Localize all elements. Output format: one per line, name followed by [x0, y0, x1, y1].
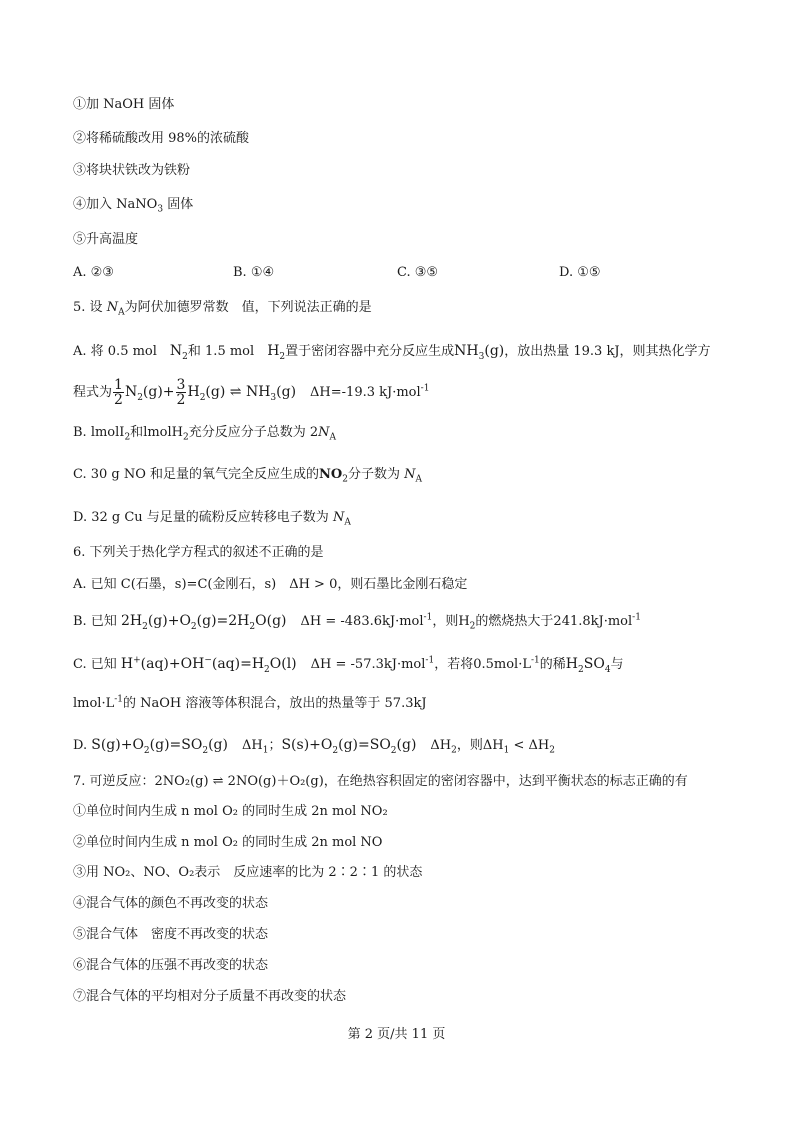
q5-stem: 5. 设 $N_A$为阿伏加德罗常数 值，下列说法正确的是: [73, 300, 372, 318]
q6-option-a: A. 已知 C(石墨，s)=C(金刚石，s) ΔH > 0，则石墨比金刚石稳定: [73, 577, 468, 592]
q6-option-b: B. 已知 $2H_2(g)+O_2(g)=2H_2O(g) \Delta H = -483.6kJ\cdot mol^{-1}$，则$H_2$的燃烧热大于241.8kJ·mol$^{-1}$: [73, 612, 641, 632]
q5-option-c: C. 30 g NO 和足量的氧气完全反应生成的$NO_2$分子数为 $N_A$: [73, 467, 423, 485]
q7-item-4: ④混合气体的颜色不再改变的状态: [73, 896, 269, 911]
q4-item-5: ⑤升高温度: [73, 232, 139, 247]
q6-option-c-line2: $lmol\cdot L^{-1}$的 NaOH 溶液等体积混合，放出的热量等于 57.3kJ: [73, 694, 427, 711]
q7-item-6: ⑥混合气体的压强不再改变的状态: [73, 958, 269, 973]
q5-option-b: B. lmolI$_2$和lmolH$_2$充分反应分子总数为 $2N_A$: [73, 425, 337, 443]
q5-option-a-line2: 程式为 $\frac{1}{2}$ $N_2(g)+$ $\frac{3}{2}$ $H_2(g)$ ⇌ $NH_3(g)$ ΔH=-19.3 kJ·mol$^{-1}$: [73, 377, 430, 408]
q4-option-b: B. ①④: [233, 265, 275, 280]
q7-item-5: ⑤混合气体 密度不再改变的状态: [73, 927, 269, 942]
q4-option-d: D. ①⑤: [559, 265, 601, 280]
q4-item-2: ②将稀硫酸改用 98%的浓硫酸: [73, 131, 250, 146]
q6-stem: 6. 下列关于热化学方程式的叙述不正确的是: [73, 545, 324, 560]
q4-item-1: ①加 NaOH 固体: [73, 97, 175, 112]
q6-option-d: D. $S(g)+O_2(g)=SO_2(g)$ $\Delta H_1$；$S(s)+O_2(g)=SO_2(g)$ $\Delta H_2$，则$\Delta H_1 < \Delta H_2$: [73, 737, 555, 756]
q5-option-a-line1: A. 将 0.5 mol $N_2$和 1.5 mol $H_2$置于密闭容器中充分反应生成$NH_3(g)$，放出热量 19.3 kJ，则其热化学方: [73, 343, 711, 362]
q4-item-4: ④加入 NaNO$_3$ 固体: [73, 197, 194, 215]
page-footer: 第 2 页/共 11 页: [347, 1027, 446, 1042]
q7-item-7: ⑦混合气体的平均相对分子质量不再改变的状态: [73, 989, 347, 1004]
nano3-formula: NaNO$_3$: [116, 197, 164, 215]
q4-option-c: C. ③⑤: [397, 265, 439, 280]
q7-stem: 7. 可逆反应：2NO₂(g) ⇌ 2NO(g)＋O₂(g)，在绝热容积固定的密闭容器中，达到平衡状态的标志正确的有: [73, 774, 688, 789]
q7-item-3: ③用 NO₂、NO、O₂表示 反应速率的比为 2∶2∶1 的状态: [73, 865, 423, 880]
q4-option-a: A. ②③: [73, 265, 114, 280]
q7-item-1: ①单位时间内生成 n mol O₂ 的同时生成 2n mol NO₂: [73, 804, 388, 819]
q7-item-2: ②单位时间内生成 n mol O₂ 的同时生成 2n mol NO: [73, 835, 383, 850]
q6-option-c-line1: C. 已知 $H^+(aq)+OH^-(aq)=H_2O(l) \Delta H = -57.3kJ\cdot mol^{-1}$，若将$0.5mol\cdot L^{-1}$的稀$H_2SO_4$与: [73, 655, 624, 675]
q4-item-3: ③将块状铁改为铁粉: [73, 163, 191, 178]
q5-option-d: D. 32 g Cu 与足量的硫粉反应转移电子数为 $N_A$: [73, 510, 351, 528]
